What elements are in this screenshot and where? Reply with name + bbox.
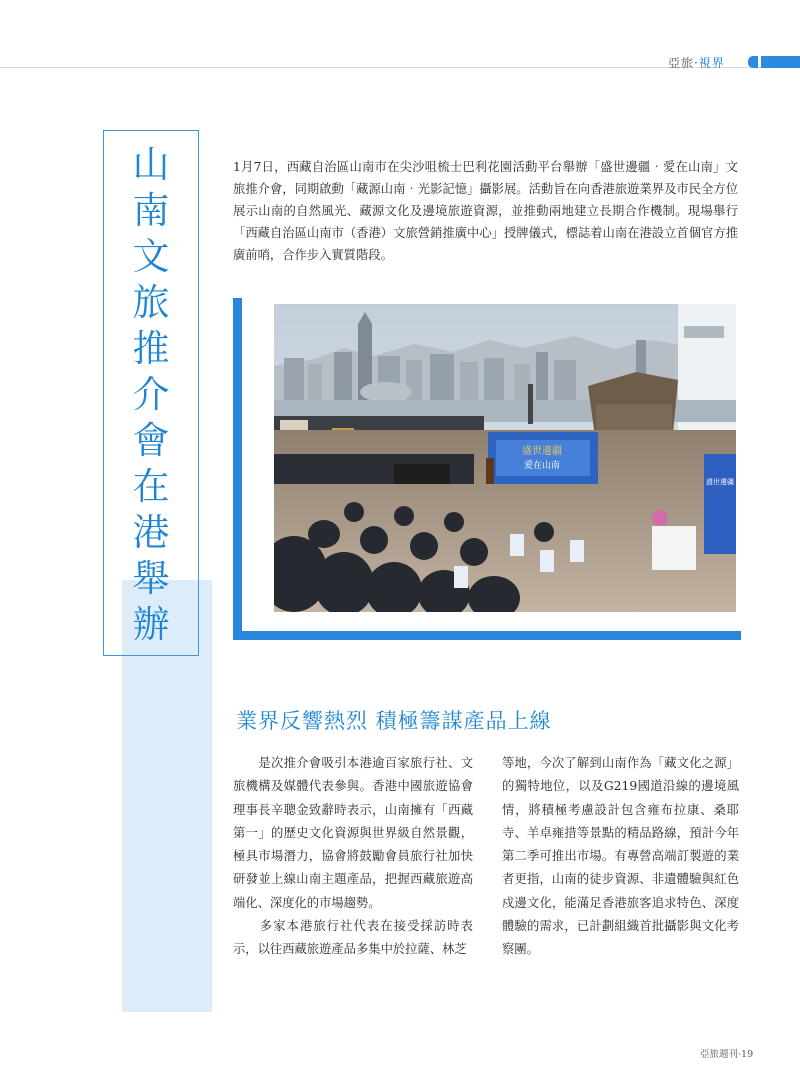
paragraph <box>233 915 473 962</box>
intro-paragraph: 1月7日，西藏自治區山南市在尖沙咀梳士巴利花園活動平台舉辦「盛世邊疆‧愛在山南」文旅推介會，同期啟動「藏源山南‧光影記憶」攝影展。活動旨在向香港旅遊業界及市民全方位展示山南的自然風光、藏源文化及邊境旅遊資源，並推動兩地建立長期合作機制。現場舉行「西藏自治區山南市（香港）文旅營銷推廣中心」授牌儀式，標誌着山南在港設立首個官方推廣前哨，合作步入實質階段。 <box>233 160 738 262</box>
title-char: 港 <box>132 511 170 554</box>
paragraph <box>233 752 473 915</box>
event-photo <box>274 304 736 612</box>
title-char: 旅 <box>132 281 170 324</box>
article-title <box>103 142 199 648</box>
header-tab-bar <box>761 56 800 68</box>
page-footer <box>700 1046 753 1060</box>
body-column-right <box>502 752 739 962</box>
body-column-left <box>233 752 473 962</box>
banner-text-1: 盛世邊疆 <box>522 446 562 457</box>
footer-separator: · <box>738 1049 742 1060</box>
page-number: 19 <box>741 1049 754 1060</box>
title-char: 介 <box>132 373 170 416</box>
banner-side-text: 盛世邊疆 <box>706 478 734 486</box>
title-char: 舉 <box>132 557 170 600</box>
title-char: 辦 <box>132 603 170 646</box>
title-char: 推 <box>132 327 170 370</box>
paragraph-text: 等地，今次了解到山南作為「藏文化之源」的獨特地位，以及G219國道沿線的邊境風情，將積極考慮設計包含雍布拉康、桑耶寺、羊卓雍措等景點的精品路線，預計今年第二季可推出市場。有專營高端訂製遊的業者更指，山南的徒步資源、非遺體驗與紅色戍邊文化，能滿足香港旅客追求特色、深度體驗的需求，已計劃組織首批攝影與文化考察團。 <box>502 756 739 957</box>
paragraph-text: 是次推介會吸引本港逾百家旅行社、文旅機構及媒體代表參與。香港中國旅遊協會理事長辛聰金致辭時表示，山南擁有「西藏第一」的歷史文化資源與世界級自然景觀，極具市場潛力，協會將鼓勵會員旅行社加快研發並上線山南主題產品，把握西藏旅遊高端化、深度化的市場趨勢。 <box>233 756 473 910</box>
header-separator: · <box>694 56 699 70</box>
title-char: 南 <box>132 189 170 232</box>
title-char: 山 <box>132 143 170 186</box>
title-char: 在 <box>132 465 170 508</box>
header-section: 亞旅 <box>668 56 695 70</box>
paragraph-text: 多家本港旅行社代表在接受採訪時表示，以往西藏旅遊產品多集中於拉薩、林芝 <box>233 919 473 957</box>
photo-frame-bottom-bar <box>233 631 741 640</box>
title-char: 會 <box>132 419 170 462</box>
photo-frame-left-bar <box>233 298 242 640</box>
paragraph <box>502 752 739 962</box>
header-sub-section: 視界 <box>698 56 725 70</box>
banner-text-2: 愛在山南 <box>523 461 561 471</box>
footer-publication: 亞旅週刊 <box>700 1049 739 1060</box>
header-tab-marker <box>748 56 758 68</box>
title-char: 文 <box>132 235 170 278</box>
subheading: 業界反響熱烈 積極籌謀產品上線 <box>236 709 552 733</box>
running-header <box>668 54 725 71</box>
